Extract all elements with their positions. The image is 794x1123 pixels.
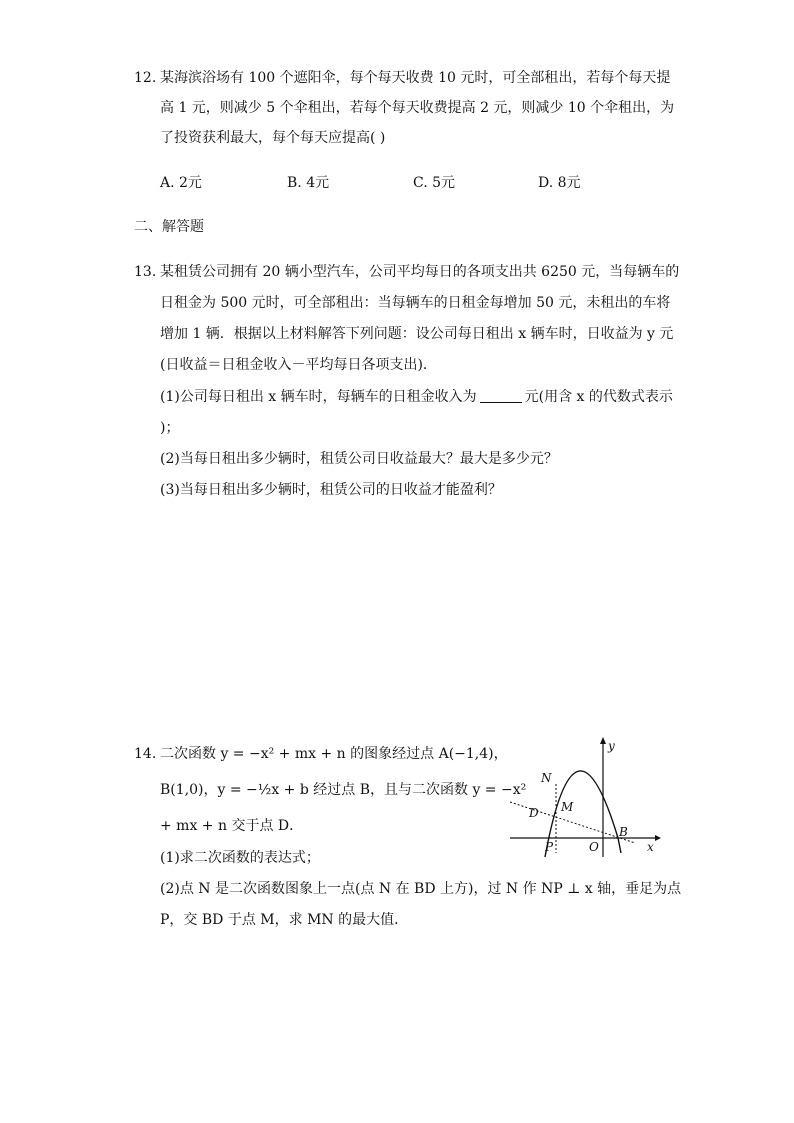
question-12-line-1: 某海滨浴场有 100 个遮阳伞，每个每天收费 10 元时，可全部租出，若每个每天提 <box>160 70 671 86</box>
question-13-line-4: (日收益＝日租金收入－平均每日各项支出)． <box>160 357 437 373</box>
parabola-figure <box>505 735 665 860</box>
label-y: y <box>608 739 615 753</box>
parabola-figure-svg <box>505 735 665 860</box>
label-o: O <box>589 840 599 854</box>
label-m: M <box>561 800 574 814</box>
question-14-line-1: 二次函数 y = −x² + mx + n 的图象经过点 A(−1,4)， <box>160 746 508 762</box>
question-14-part-1: (1)求二次函数的表达式； <box>160 850 320 866</box>
option-b: B. 4元 <box>287 175 330 191</box>
answer-blank[interactable] <box>480 388 522 403</box>
question-14-part-2-end: P，交 BD 于点 M，求 MN 的最大值． <box>160 912 409 928</box>
label-p: P <box>545 840 554 854</box>
option-a: A. 2元 <box>160 175 202 191</box>
question-13-part-1-end: )； <box>160 420 180 436</box>
label-x: x <box>647 840 654 854</box>
question-12-line-2: 高 1 元，则减少 5 个伞租出，若每个每天收费提高 2 元，则减少 10 个伞租出，为 <box>160 100 675 116</box>
question-13-line-3: 增加 1 辆．根据以上材料解答下列问题：设公司每日租出 x 辆车时，日收益为 y 元 <box>160 326 674 342</box>
part-1-text-a: (1)公司每日租出 x 辆车时，每辆车的日租金收入为 <box>160 389 477 405</box>
option-d: D. 8元 <box>538 175 581 191</box>
part-1-text-b: 元(用含 x 的代数式表示 <box>524 389 673 405</box>
question-14-line-2: B(1,0)，y = −½x + b 经过点 B，且与二次函数 y = −x² <box>160 782 527 798</box>
question-13-number: 13. <box>134 264 157 280</box>
question-14-number: 14. <box>134 746 157 762</box>
question-13-line-2: 日租金为 500 元时，可全部租出：当每辆车的日租金每增加 50 元，未租出的车将 <box>160 295 671 311</box>
section-heading: 二、解答题 <box>134 219 204 235</box>
label-b: B <box>619 825 628 839</box>
question-13-part-3: (3)当每日租出多少辆时，租赁公司的日收益才能盈利？ <box>160 482 502 498</box>
question-12-number: 12. <box>134 70 157 86</box>
option-c: C. 5元 <box>413 175 456 191</box>
label-d: D <box>529 806 539 820</box>
question-14-line-3: + mx + n 交于点 D． <box>160 818 304 834</box>
label-n: N <box>541 771 552 785</box>
question-12-line-3: 了投资获利最大，每个每天应提高( ) <box>160 130 386 146</box>
question-13-line-1: 某租赁公司拥有 20 辆小型汽车，公司平均每日的各项支出共 6250 元，当每辆车的 <box>160 264 680 280</box>
x-axis-arrow <box>655 835 661 841</box>
question-13-part-2: (2)当每日租出多少辆时，租赁公司日收益最大？最大是多少元？ <box>160 451 558 467</box>
question-13-part-1 <box>160 387 673 407</box>
question-14-part-2: (2)点 N 是二次函数图象上一点(点 N 在 BD 上方)，过 N 作 NP ⊥ x 轴，垂足为点 <box>160 881 682 897</box>
y-axis-arrow <box>600 737 606 744</box>
